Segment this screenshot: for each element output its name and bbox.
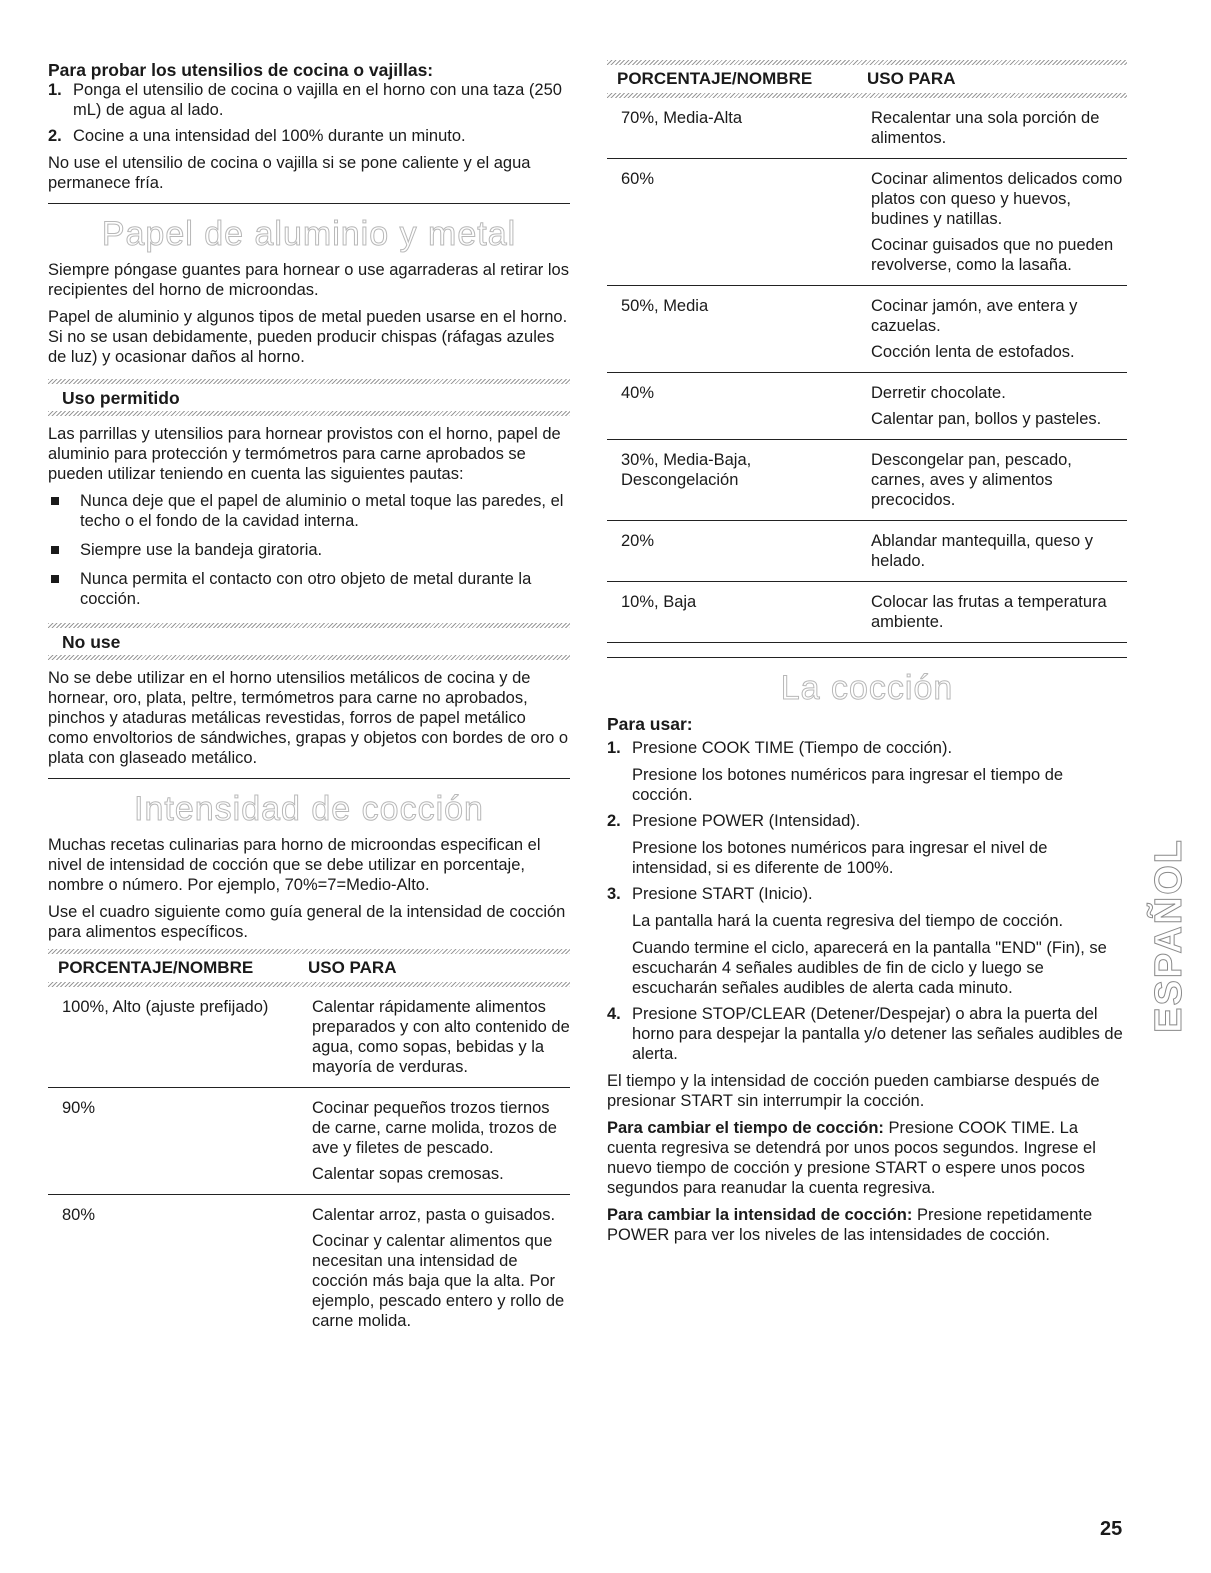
test-steps [48, 80, 570, 146]
use-line: Calentar pan, bollos y pasteles. [871, 410, 1102, 428]
use-line: Recalentar una sola porción de alimentos. [871, 109, 1100, 147]
use-cell [871, 108, 1127, 148]
use-line: Colocar las frutas a temperatura ambiente. [871, 593, 1107, 631]
no-use-text: No se debe utilizar en el horno utensilios metálicos de cocina y de hornear, oro, plata, peltre, termómetros para carne no aprobados, pinchos y ataduras metálicas revestidas, forros de papel metálico como envoltorios de sándwiches, grapas y objetos con bordes de oro o plata con glaseado metálico. [48, 669, 569, 767]
use-cell [871, 531, 1127, 571]
section-title-intensity: Intensidad de cocción [134, 790, 484, 828]
divider [48, 778, 570, 779]
step-main: Presione COOK TIME (Tiempo de cocción). [632, 739, 953, 757]
foil-paragraph-2: Papel de aluminio y algunos tipos de metal pueden usarse en el horno. Si no se usan debidamente, pueden producir chispas (ráfagas azules de luz) y ocasionar daños al horno. [48, 308, 568, 366]
table-row [48, 1088, 570, 1195]
page-number: 25 [1100, 1518, 1123, 1540]
test-step: 2. Cocine a una intensidad del 100% durante un minuto. [48, 127, 466, 145]
power-level-cell: 10%, Baja [621, 593, 697, 611]
list-item: Nunca permita el contacto con otro objeto de metal durante la cocción. [48, 569, 570, 609]
test-step: 1. Ponga el utensilio de cocina o vajilla en el horno con una taza (250 mL) de agua al lado. [48, 81, 562, 119]
change-power-text: Presione repetidamente POWER para ver los niveles de las intensidades de cocción. [607, 1206, 1093, 1244]
use-line: Derretir chocolate. [871, 384, 1006, 402]
power-level-cell: 20% [621, 532, 655, 550]
test-heading: Para probar los utensilios de cocina o vajillas: [48, 60, 434, 80]
side-tab-label: ESPAÑOL [1147, 837, 1190, 1033]
power-level-cell: 90% [62, 1099, 96, 1117]
step-detail: Presione los botones numéricos para ingresar el tiempo de cocción. [632, 766, 1064, 804]
power-level-cell: 40% [621, 384, 655, 402]
column-header-level: PORCENTAJE/NOMBRE [58, 958, 254, 977]
use-cell [871, 296, 1127, 362]
use-line: Calentar rápidamente alimentos preparados y con alto contenido de agua, como sopas, bebidas y la mayoría de verduras. [312, 998, 570, 1076]
power-level-cell: 60% [621, 170, 655, 188]
divider [48, 203, 570, 204]
use-line: Calentar arroz, pasta o guisados. [312, 1206, 556, 1224]
power-table-left [48, 987, 570, 1341]
use-cell [871, 450, 1127, 510]
cooking-step: 2. Presione POWER (Intensidad). Presione los botones numéricos para ingresar el nivel de intensidad, si es diferente de 100%. [607, 811, 1127, 878]
table-row [607, 440, 1127, 521]
use-cell [312, 1098, 570, 1184]
use-line: Ablandar mantequilla, queso y helado. [871, 532, 1093, 570]
change-time-paragraph [607, 1118, 1127, 1198]
power-level-cell: 100%, Alto (ajuste prefijado) [62, 998, 269, 1016]
column-header-level: PORCENTAJE/NOMBRE [617, 69, 813, 88]
use-line: Calentar sopas cremosas. [312, 1165, 504, 1183]
power-level-cell: 50%, Media [621, 297, 709, 315]
step-main: Presione START (Inicio). [632, 885, 813, 903]
change-time-label: Para cambiar el tiempo de cocción: [607, 1119, 884, 1137]
use-line: Cocinar pequeños trozos tiernos de carne, carne molida, trozos de ave y filetes de pescado. [312, 1099, 557, 1157]
hatched-rule [48, 411, 570, 416]
table-row [607, 286, 1127, 373]
use-cell [871, 169, 1127, 275]
bullet-icon [51, 497, 59, 505]
divider [607, 657, 1127, 658]
list-item: Nunca deje que el papel de aluminio o metal toque las paredes, el techo o el fondo de la cavidad interna. [48, 491, 570, 531]
test-note: No use el utensilio de cocina o vajilla si se pone caliente y el agua permanece fría. [48, 154, 531, 192]
use-line: Cocción lenta de estofados. [871, 343, 1075, 361]
left-column [48, 60, 570, 1341]
change-power-paragraph [607, 1205, 1127, 1245]
table-row [607, 373, 1127, 440]
no-use-heading: No use [62, 632, 121, 652]
language-side-tab [1149, 808, 1189, 1062]
list-item: Siempre use la bandeja giratoria. [48, 540, 570, 560]
table-row [48, 987, 570, 1088]
section-title-cooking: La cocción [780, 669, 954, 707]
cooking-step: 3. Presione START (Inicio). La pantalla hará la cuenta regresiva del tiempo de cocción. Cuando termine el ciclo, aparecerá en la pantalla "END" (Fin), se escucharán 4 señales audibles de fin de ciclo y luego se escucharán señales audibles de alerta cada minuto. [607, 884, 1127, 998]
table-row [607, 98, 1127, 159]
step-detail: Presione los botones numéricos para ingresar el nivel de intensidad, si es diferente de 100%. [632, 839, 1048, 877]
use-line: Cocinar jamón, ave entera y cazuelas. [871, 297, 1078, 335]
table-row [48, 1195, 570, 1341]
use-line: Cocinar y calentar alimentos que necesitan una intensidad de cocción más baja que la alta. Por ejemplo, pescado entero y rollo de carne molida. [312, 1232, 565, 1330]
column-header-use: USO PARA [308, 958, 397, 977]
bullet-icon [51, 546, 59, 554]
power-table-right [607, 98, 1127, 643]
table-row [607, 521, 1127, 582]
step-detail: La pantalla hará la cuenta regresiva del tiempo de cocción. [632, 912, 1064, 930]
use-cell [871, 383, 1127, 429]
allowed-use-heading: Uso permitido [62, 388, 180, 408]
power-level-cell: 30%, Media-Baja, Descongelación [621, 451, 752, 489]
step-main: Presione STOP/CLEAR (Detener/Despejar) o abra la puerta del horno para despejar la pantalla y/o detener las señales audibles de alerta. [632, 1005, 1123, 1063]
use-line: Cocinar alimentos delicados como platos con queso y huevos, budines y natillas. [871, 170, 1123, 228]
cooking-step: 1. Presione COOK TIME (Tiempo de cocción). Presione los botones numéricos para ingresar el tiempo de cocción. [607, 738, 1127, 805]
table-row [607, 582, 1127, 643]
foil-paragraph-1: Siempre póngase guantes para hornear o use agarraderas al retirar los recipientes del horno de microondas. [48, 261, 569, 299]
table-row [607, 159, 1127, 286]
intensity-paragraph-1: Muchas recetas culinarias para horno de microondas especifican el nivel de intensidad de cocción que se debe utilizar en porcentaje, nombre o número. Por ejemplo, 70%=7=Medio-Alto. [48, 836, 541, 894]
power-level-cell: 80% [62, 1206, 96, 1224]
change-time-text: Presione COOK TIME. La cuenta regresiva se detendrá por unos pocos segundos. Ingrese el nuevo tiempo de cocción y presione START o espere unos pocos segundos para reanudar la cuenta regresiva. [607, 1119, 1096, 1197]
use-cell [312, 1205, 570, 1331]
allowed-use-text: Las parrillas y utensilios para hornear provistos con el horno, papel de aluminio para protección y termómetros para carne aprobados se pueden utilizar teniendo en cuenta las siguientes pautas: [48, 425, 561, 483]
use-line: Cocinar guisados que no pueden revolverse, como la lasaña. [871, 236, 1114, 274]
bullet-icon [51, 575, 59, 583]
right-column [607, 60, 1127, 1252]
table-header [607, 65, 1127, 93]
allowed-use-list [48, 491, 570, 609]
use-cell [312, 997, 570, 1077]
table-header [48, 954, 570, 982]
intensity-paragraph-2: Use el cuadro siguiente como guía general de la intensidad de cocción para alimentos específicos. [48, 903, 566, 941]
change-power-label: Para cambiar la intensidad de cocción: [607, 1206, 913, 1224]
cooking-step: 4. Presione STOP/CLEAR (Detener/Despejar) o abra la puerta del horno para despejar la pantalla y/o detener las señales audibles de alerta. [607, 1004, 1127, 1064]
cooking-paragraph: El tiempo y la intensidad de cocción pueden cambiarse después de presionar START sin interrumpir la cocción. [607, 1072, 1100, 1110]
cooking-steps [607, 738, 1127, 1064]
step-detail: Cuando termine el ciclo, aparecerá en la pantalla "END" (Fin), se escucharán 4 señales audibles de fin de ciclo y luego se escucharán señales audibles de alerta cada minuto. [632, 939, 1107, 997]
column-header-use: USO PARA [867, 69, 956, 88]
use-line: Descongelar pan, pescado, carnes, aves y alimentos precocidos. [871, 451, 1072, 509]
step-main: Presione POWER (Intensidad). [632, 812, 861, 830]
use-cell [871, 592, 1127, 632]
hatched-rule [48, 655, 570, 660]
section-title-foil: Papel de aluminio y metal [101, 215, 517, 253]
use-heading: Para usar: [607, 714, 693, 734]
power-level-cell: 70%, Media-Alta [621, 109, 743, 127]
